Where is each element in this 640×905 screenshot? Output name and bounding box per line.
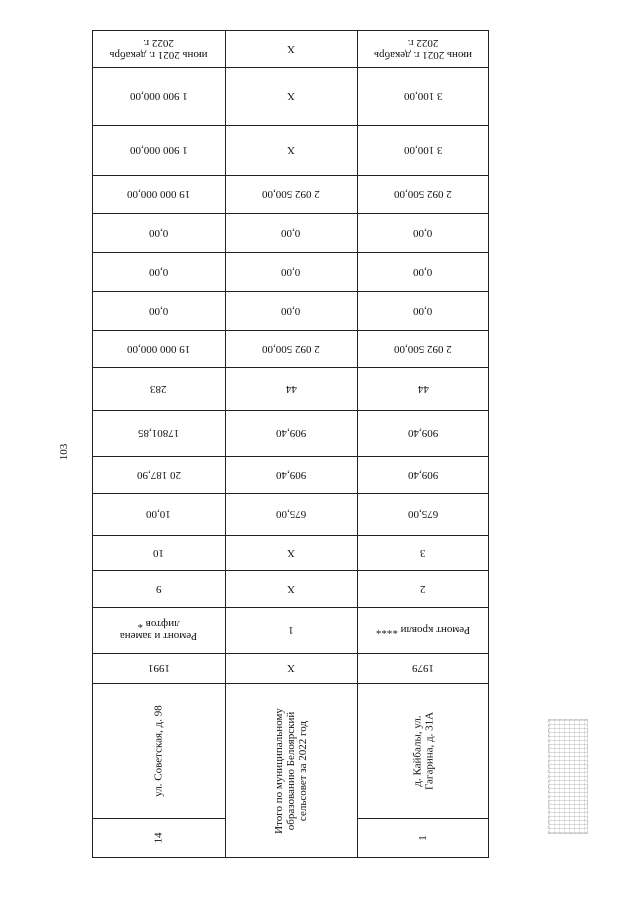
cell-c6	[225, 535, 357, 570]
cell-text: 3 100,00	[403, 144, 443, 156]
cell-text: Х	[287, 546, 295, 559]
cell-c11	[92, 330, 225, 367]
cell-no	[357, 818, 489, 858]
cell-text: 0,00	[281, 265, 301, 278]
cell-c17	[357, 67, 489, 125]
cell-text: 0,00	[413, 265, 433, 278]
cell-work_type	[357, 607, 489, 653]
cell-text: 10,00	[146, 508, 171, 520]
cell-text: 44	[417, 382, 429, 395]
cell-text: 1 900 000,00	[129, 144, 188, 156]
repair-schedule-table	[92, 30, 489, 858]
cell-address	[225, 683, 357, 858]
cell-text: 0,00	[281, 226, 301, 239]
cell-work_type	[92, 607, 225, 653]
cell-text: 20 187,90	[136, 468, 181, 481]
cell-text: 909,40	[275, 427, 307, 439]
cell-c7	[357, 493, 489, 535]
cell-text: 19 000 000,00	[126, 342, 191, 355]
cell-text: 1991	[147, 662, 170, 674]
cell-c6	[92, 535, 225, 570]
cell-c13	[92, 252, 225, 291]
cell-text: 909,40	[407, 468, 439, 481]
cell-text: 2 092 500,00	[262, 188, 320, 200]
cell-text: Итого по муниципальному образованию Белоярский сельсовет за 2022 год	[273, 707, 309, 834]
cell-c14	[92, 213, 225, 252]
cell-no	[92, 818, 225, 858]
cell-c17	[92, 67, 225, 125]
cell-text: Х	[287, 42, 295, 55]
cell-c12	[357, 291, 489, 330]
cell-c12	[92, 291, 225, 330]
cell-text: 0,00	[148, 226, 169, 239]
cell-c16	[92, 125, 225, 175]
cell-text: 9	[155, 582, 162, 595]
cell-text: 1 900 000,00	[129, 90, 188, 102]
cell-c9	[357, 410, 489, 456]
cell-text: 0,00	[281, 304, 301, 317]
cell-c14	[357, 213, 489, 252]
cell-c12	[225, 291, 357, 330]
cell-c9	[225, 410, 357, 456]
cell-year	[92, 653, 225, 683]
cell-c15	[225, 175, 357, 213]
cell-c10	[92, 367, 225, 410]
cell-c17	[225, 67, 357, 125]
cell-text: 2 092 500,00	[394, 342, 452, 355]
cell-text: Ремонт кровли ****	[375, 624, 471, 636]
cell-address	[357, 683, 489, 818]
cell-c15	[357, 175, 489, 213]
cell-c8	[92, 456, 225, 493]
cell-c10	[357, 367, 489, 410]
cell-text: 17801,85	[137, 427, 180, 439]
cell-year	[225, 653, 357, 683]
cell-text: 3	[420, 546, 426, 559]
cell-text: Х	[287, 662, 295, 674]
cell-text: 2 092 500,00	[262, 342, 320, 355]
cell-c5	[357, 570, 489, 607]
cell-text: ул. Советская, д. 98	[152, 704, 165, 797]
cell-text: 2 092 500,00	[394, 188, 452, 200]
cell-text: 0,00	[148, 265, 169, 278]
cell-address	[92, 683, 225, 818]
cell-text: 2	[420, 582, 426, 595]
cell-text: 1979	[412, 662, 434, 674]
cell-c5	[92, 570, 225, 607]
cell-c11	[357, 330, 489, 367]
cell-text: Ремонт и замена лифтов *	[119, 618, 198, 642]
cell-text: 0,00	[148, 304, 169, 317]
cell-c16	[357, 125, 489, 175]
cell-c7	[225, 493, 357, 535]
cell-text: д. Кайбалы, ул. Гагарина, д. 31А	[411, 711, 435, 790]
cell-c8	[357, 456, 489, 493]
cell-c5	[225, 570, 357, 607]
cell-text: 0,00	[413, 226, 433, 239]
cell-c16	[225, 125, 357, 175]
cell-text: Х	[287, 582, 295, 595]
cell-c14	[225, 213, 357, 252]
cell-text: Х	[287, 90, 295, 102]
cell-text: 44	[285, 382, 297, 395]
cell-c18	[357, 30, 489, 67]
cell-c13	[225, 252, 357, 291]
cell-text: 909,40	[275, 468, 307, 481]
cell-text: 909,40	[407, 427, 439, 439]
scan-stamp	[548, 719, 588, 834]
cell-text: 10	[153, 546, 164, 559]
cell-text: 283	[150, 382, 167, 395]
cell-c13	[357, 252, 489, 291]
cell-text: июнь 2021 г. декабрь 2022 г.	[374, 36, 472, 61]
cell-c11	[225, 330, 357, 367]
cell-text: 19 000 000,00	[126, 188, 191, 200]
cell-c15	[92, 175, 225, 213]
cell-text: 675,00	[275, 508, 307, 520]
cell-c18	[225, 30, 357, 67]
cell-text: 0,00	[413, 304, 433, 317]
cell-c10	[225, 367, 357, 410]
cell-c7	[92, 493, 225, 535]
page-number: 103	[58, 443, 70, 461]
cell-c18	[92, 30, 225, 67]
cell-text: июнь 2021 г. декабрь 2022 г.	[109, 36, 208, 61]
cell-c9	[92, 410, 225, 456]
cell-text: 1	[288, 624, 294, 636]
cell-text: Х	[287, 144, 295, 156]
cell-text: 1	[417, 835, 429, 841]
cell-text: 675,00	[407, 508, 439, 520]
cell-text: 14	[152, 832, 165, 844]
cell-work_type	[225, 607, 357, 653]
cell-c6	[357, 535, 489, 570]
cell-c8	[225, 456, 357, 493]
cell-text: 3 100,00	[403, 90, 443, 102]
cell-year	[357, 653, 489, 683]
